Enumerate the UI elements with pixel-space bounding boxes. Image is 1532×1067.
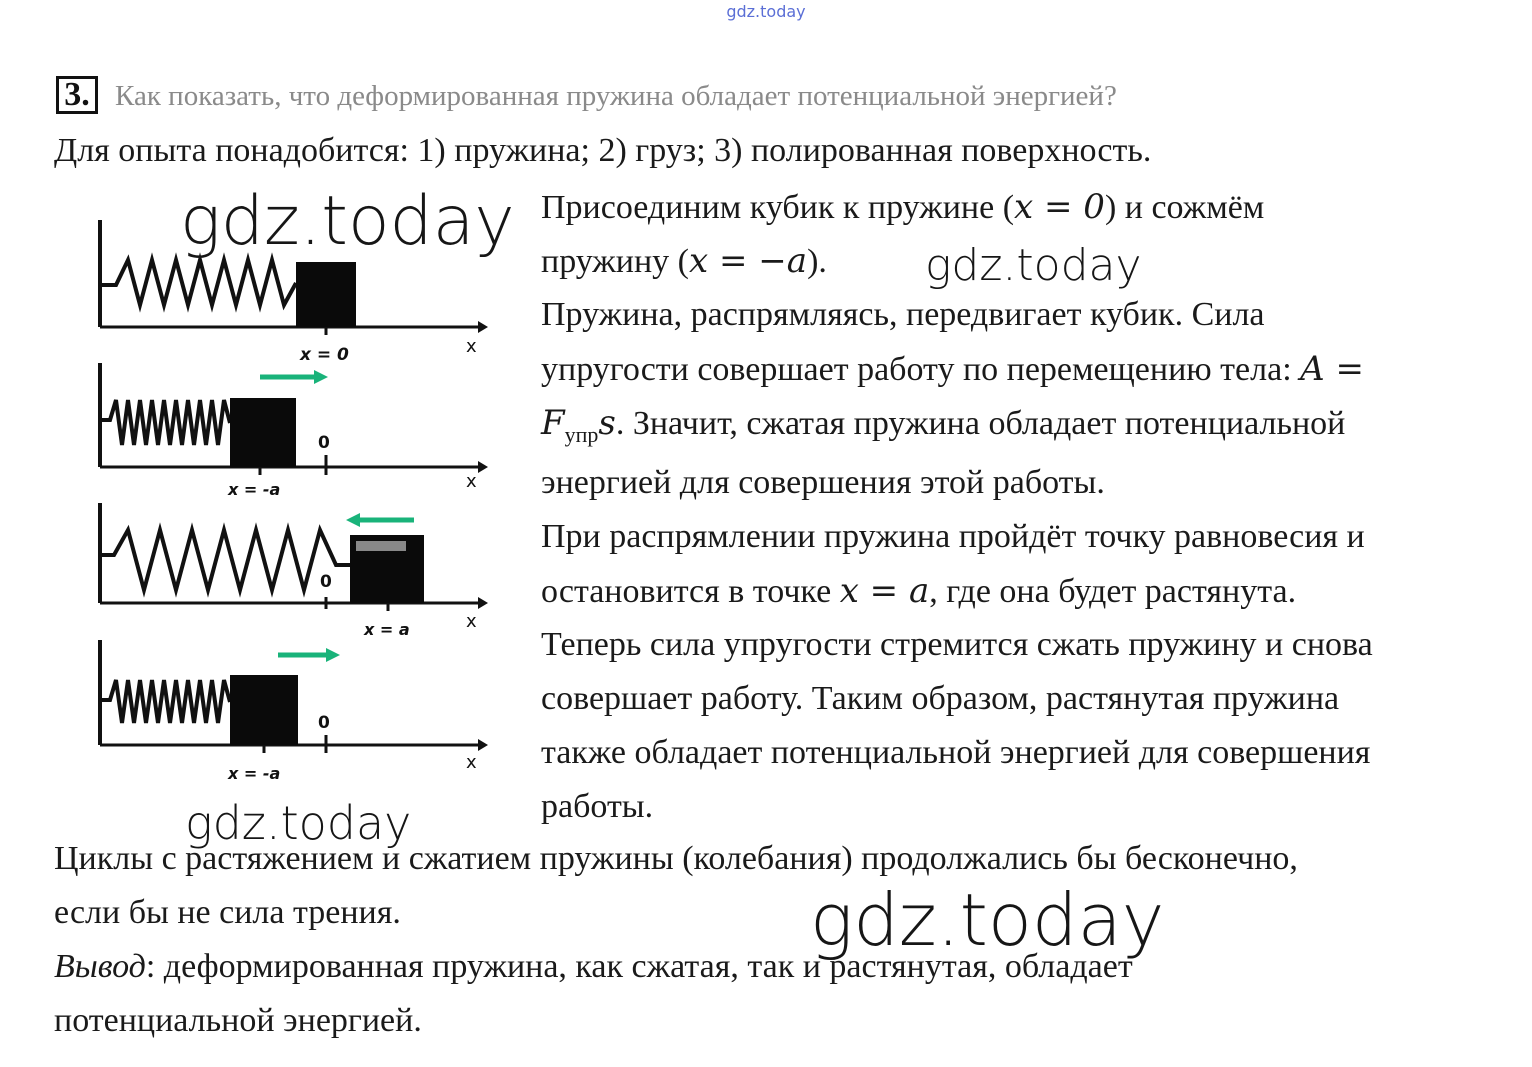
panel-1-axis: x <box>466 336 477 357</box>
panel-2-axis: x <box>466 471 477 492</box>
task-question: Как показать, что деформированная пружина обладает потенциальной энергией? <box>115 80 1117 112</box>
watermark: gdz.today <box>810 878 1165 962</box>
watermark: gdz.today <box>925 240 1142 291</box>
body-p4-line3: также обладает потенциальной энергией для совершения <box>541 734 1371 771</box>
panel-4-origin: 0 <box>318 713 330 733</box>
body-p4-line1: Теперь сила упругости стремится сжать пружину и снова <box>541 626 1373 663</box>
site-label[interactable]: gdz.today <box>726 2 806 21</box>
cycles-line2: если бы не сила трения. <box>54 894 401 931</box>
task-number: 3. <box>56 76 98 114</box>
body-p1-line1: Присоединим кубик к пружине (x = 0) и сожмём <box>541 187 1265 227</box>
panel-4 <box>100 640 488 783</box>
panel-4-axis: x <box>466 752 477 773</box>
panel-2-origin: 0 <box>318 433 330 453</box>
intro-text: Для опыта понадобится: 1) пружина; 2) груз; 3) полированная поверхность. <box>54 132 1152 169</box>
body-p2-line1: Пружина, распрямляясь, передвигает кубик. Сила <box>541 296 1265 333</box>
watermark: gdz.today <box>180 182 515 261</box>
body-p3-line2: остановится в точке x = a, где она будет растянута. <box>541 571 1297 611</box>
panel-3 <box>100 503 488 639</box>
panel-2 <box>100 363 488 499</box>
spring-diagram <box>88 205 498 795</box>
panel-4-label: x = -a <box>228 764 281 783</box>
conclusion-label: Вывод <box>54 948 146 985</box>
watermark: gdz.today <box>185 796 412 850</box>
body-p2-line4: энергией для совершения этой работы. <box>541 464 1105 501</box>
body-p2-line3: $F_{упр}s$. Значит, сжатая пружина обладает потенциальной <box>541 403 1346 447</box>
panel-3-axis: x <box>466 611 477 632</box>
panel-3-label: x = a <box>364 620 410 639</box>
panel-1-label: x = 0 <box>300 345 349 365</box>
body-p3-line1: При распрямлении пружина пройдёт точку равновесия и <box>541 518 1365 555</box>
body-p2-line2: упругости совершает работу по перемещению тела: A = <box>541 349 1364 389</box>
body-p1-line2: пружину (x = −a). <box>541 241 827 281</box>
panel-2-label: x = -a <box>228 480 281 499</box>
panel-3-origin: 0 <box>320 572 332 592</box>
body-p4-line4: работы. <box>541 788 654 825</box>
cycles-line1: Циклы с растяжением и сжатием пружины (колебания) продолжались бы бесконечно, <box>54 840 1298 877</box>
conclusion-line2: потенциальной энергией. <box>54 1002 422 1039</box>
body-p4-line2: совершает работу. Таким образом, растянутая пружина <box>541 680 1340 717</box>
conclusion-line1: Вывод: деформированная пружина, как сжатая, так и растянутая, обладает <box>54 948 1133 985</box>
